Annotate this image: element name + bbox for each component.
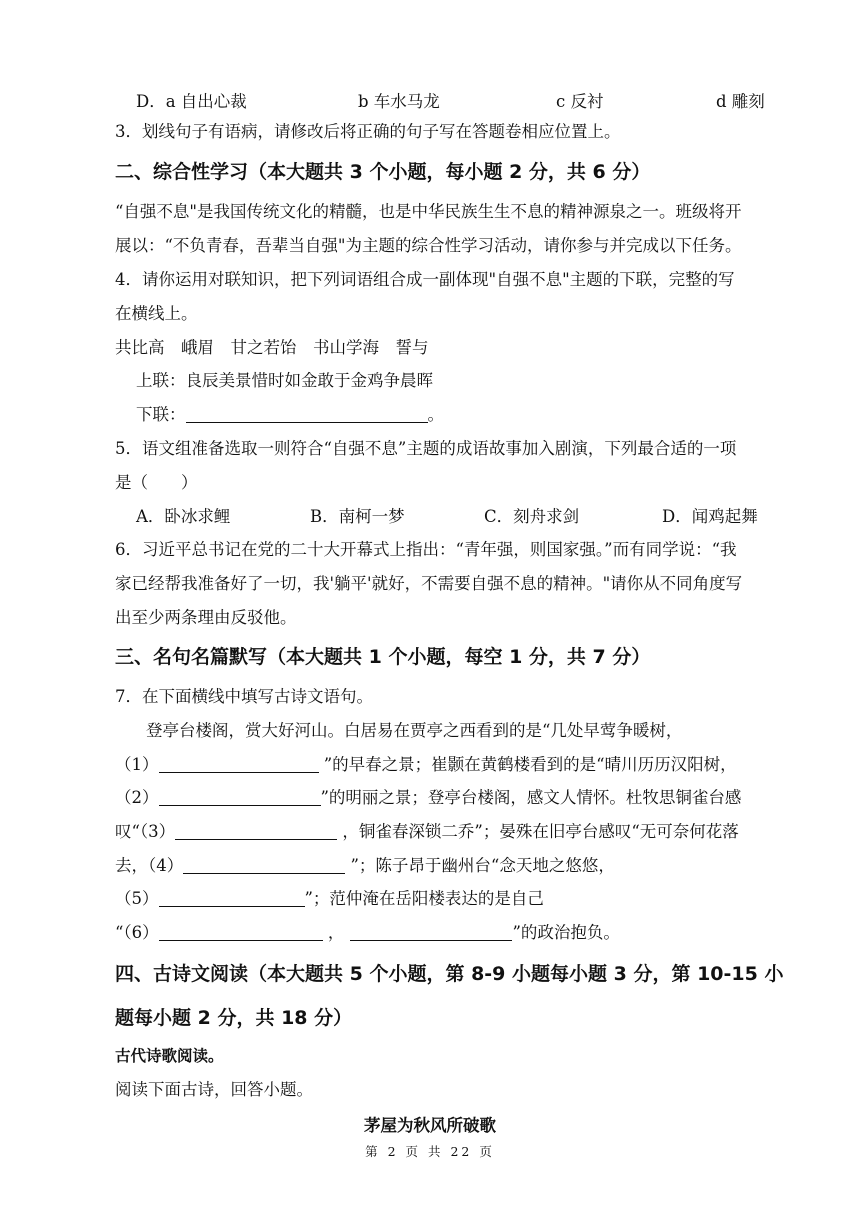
q7-line-4-text: ，铜雀春深锁二乔”；晏殊在旧亭台感叹“无可奈何花落	[337, 822, 739, 841]
blank-6[interactable]	[159, 922, 323, 941]
q5-option-b: B．南柯一梦	[310, 507, 405, 526]
blank-3[interactable]	[175, 821, 337, 840]
q7-line-5-text: ”；陈子昂于幽州台“念天地之悠悠，	[345, 856, 615, 875]
blank-5[interactable]	[159, 888, 305, 907]
question-6-line-2: 家已经帮我准备好了一切，我'躺平'就好，不需要自强不息的精神。"请你从不同角度写	[115, 574, 743, 593]
couplet-lower	[136, 403, 444, 427]
section-2-intro-2: 展以：“不负青春，吾辈当自强"为主题的综合性学习活动，请你参与并完成以下任务。	[115, 236, 742, 255]
couplet-lower-label: 下联：	[136, 405, 186, 424]
question-5-line-2: 是（ ）	[115, 473, 198, 492]
section-3-title: 三、名句名篇默写（本大题共 1 个小题，每空 1 分，共 7 分）	[115, 646, 651, 668]
question-7: 7．在下面横线中填写古诗文语句。	[115, 687, 373, 706]
q7-line-5	[115, 854, 615, 878]
q7-line-7-text: ”的政治抱负。	[512, 923, 620, 942]
section-2-title: 二、综合性学习（本大题共 3 个小题，每小题 2 分，共 6 分）	[115, 161, 651, 183]
q7-line-3-text: ”的明丽之景；登亭台楼阁，感文人情怀。杜牧思铜雀台感	[320, 788, 742, 807]
blank-1-label: （1）	[115, 755, 159, 774]
section-4-instruction: 阅读下面古诗，回答小题。	[115, 1080, 313, 1099]
q7-line-6-text: ”；范仲淹在岳阳楼表达的是自己	[304, 889, 544, 908]
question-4-line-1: 4．请你运用对联知识，把下列词语组合成一副体现"自强不息"主题的下联，完整的写	[115, 270, 735, 289]
q5-option-d: D．闻鸡起舞	[662, 507, 758, 526]
question-4-line-2: 在横线上。	[115, 304, 198, 323]
q2-option-d2: d 雕刻	[716, 92, 765, 111]
q5-option-a: A．卧冰求鲤	[136, 507, 231, 526]
blank-6-label: “（6）	[115, 923, 159, 942]
q5-option-c: C．刻舟求剑	[484, 507, 580, 526]
q7-line-2-text: ”的早春之景；崔颢在黄鹤楼看到的是“晴川历历汉阳树，	[318, 755, 737, 774]
question-4-words: 共比高 峨眉 甘之若饴 书山学海 誓与	[115, 338, 429, 357]
blank-4-label: 去，（4）	[115, 856, 184, 875]
section-4-title-line-1: 四、古诗文阅读（本大题共 5 个小题，第 8-9 小题每小题 3 分，第 10-15 小	[115, 963, 784, 985]
q7-line-7	[115, 921, 620, 945]
question-6-line-3: 出至少两条理由反驳他。	[115, 608, 297, 627]
question-5-line-1: 5．语文组准备选取一则符合“自强不息”主题的成语故事加入剧演，下列最合适的一项	[115, 439, 737, 458]
q7-line-2	[115, 753, 737, 777]
blank-2-label: （2）	[115, 788, 159, 807]
couplet-lower-end: 。	[427, 405, 444, 424]
question-6-line-1: 6．习近平总书记在党的二十大开幕式上指出：“青年强，则国家强。”而有同学说：“我	[115, 540, 737, 559]
q2-option-c: c 反衬	[556, 92, 604, 111]
blank-1[interactable]	[159, 754, 319, 773]
blank-7[interactable]	[350, 922, 512, 941]
comma: ，	[322, 923, 345, 942]
section-4-subheading: 古代诗歌阅读。	[115, 1047, 224, 1065]
q7-line-1: 登亭台楼阁，赏大好河山。白居易在贾亭之西看到的是“几处早莺争暖树，	[146, 721, 683, 740]
blank-2[interactable]	[159, 787, 321, 806]
couplet-upper: 上联：良辰美景惜时如金敢于金鸡争晨晖	[136, 371, 433, 390]
poem-title: 茅屋为秋风所破歌	[364, 1116, 496, 1135]
page-footer: 第 2 页 共 22 页	[365, 1144, 495, 1159]
blank-4[interactable]	[183, 855, 345, 874]
q2-option-b: b 车水马龙	[358, 92, 440, 111]
q2-option-d: D．a 自出心裁	[136, 92, 247, 111]
section-4-title-line-2: 题每小题 2 分，共 18 分）	[115, 1007, 353, 1029]
blank-5-label: （5）	[115, 889, 159, 908]
q7-line-3	[115, 786, 741, 810]
blank-3-label: 叹“（3）	[115, 822, 176, 841]
couplet-lower-blank[interactable]	[186, 404, 428, 423]
section-2-intro-1: “自强不息"是我国传统文化的精髓，也是中华民族生生不息的精神源泉之一。班级将开	[115, 202, 742, 221]
q7-line-4	[115, 820, 739, 844]
question-3: 3．划线句子有语病，请修改后将正确的句子写在答题卷相应位置上。	[115, 122, 621, 141]
q7-line-6	[115, 887, 544, 911]
